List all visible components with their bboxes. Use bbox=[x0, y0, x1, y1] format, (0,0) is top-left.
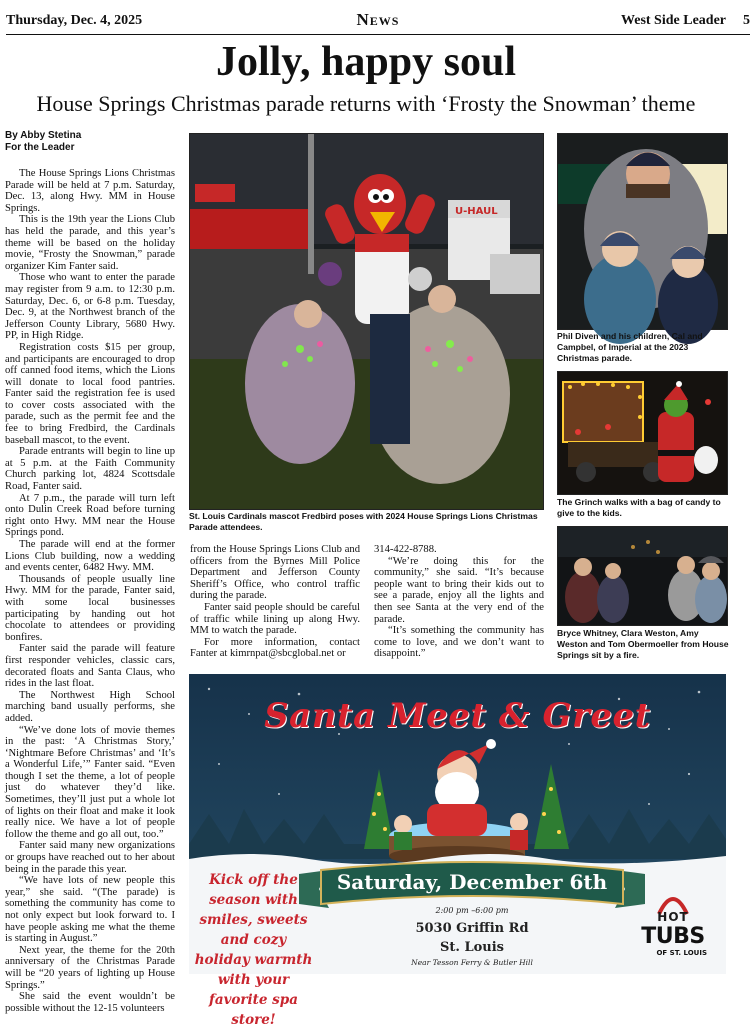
subheadline: House Springs Christmas parade returns with ‘Frosty the Snowman’ theme bbox=[36, 91, 696, 116]
page-number: 5 bbox=[743, 13, 750, 28]
photo-bonfire-group bbox=[557, 526, 728, 626]
main-photo-image bbox=[190, 134, 543, 509]
paragraph: The parade will end at the former Lions Club building, now a wedding and events center, 6482 Hwy. MM. bbox=[5, 539, 175, 574]
byline-name: By Abby Stetina bbox=[5, 130, 82, 141]
paragraph: She said the event wouldn’t be possible without the 12-15 volunteers bbox=[5, 991, 175, 1014]
ad-address-line2: St. Louis bbox=[440, 940, 504, 955]
paragraph: from the House Springs Lions Club and officers from the Byrnes Mill Police Department and Jefferson County Sheriff’s Office, who control traffic during the parade. bbox=[190, 544, 360, 602]
ad-logo-subtitle: OF ST. LOUIS bbox=[656, 949, 707, 957]
paragraph: Fanter said the parade will feature first responder vehicles, classic cars, decorated floats and Santa Claus, who rides in the last float. bbox=[5, 643, 175, 690]
ad-event-time: 2:00 pm –6:00 pm bbox=[435, 906, 509, 915]
paragraph: 314-422-8788. bbox=[374, 544, 437, 555]
ad-pitch-text: Kick off the season with smiles, sweets and cozy holiday warmth with your favorite spa store! bbox=[194, 872, 313, 1028]
headline: Jolly, happy soul bbox=[216, 39, 516, 85]
ad-title: Santa Meet & Greet bbox=[264, 696, 651, 736]
grinch-photo-caption: The Grinch walks with a bag of candy to give to the kids. bbox=[557, 497, 721, 518]
paragraph: “We have lots of new people this year,” she said. “(The parade) is something the community has come to not only expect but look forward to. I have people asking me what the theme is starting in August.” bbox=[5, 875, 175, 945]
paragraph: Fanter said many new organizations or groups have reached out to her about being in the parade this year. bbox=[5, 840, 175, 875]
paragraph: Registration costs $15 per group, and participants are encouraged to drop off canned food items, which the Lions will donate to local food pantries. Fanter said the registration fee is used to cover costs associated with the parade, such as the permit fee and the fee to bring Fredbird, the Cardinals baseball mascot, to the event. bbox=[5, 341, 175, 446]
article-column-2 bbox=[190, 544, 360, 660]
header-rule bbox=[6, 34, 750, 35]
ad-event-date: Saturday, December 6th bbox=[336, 870, 608, 894]
paragraph: Parade entrants will begin to line up at 5 p.m. at the Faith Community Church parking lot, 4824 Scottsdale Road, Fanter said. bbox=[5, 446, 175, 493]
byline bbox=[5, 130, 81, 154]
paragraph: “It’s something the community has come to love, and we don’t want to disappoint.” bbox=[374, 625, 544, 660]
photo-grinch-image bbox=[558, 372, 727, 494]
article-column-3 bbox=[374, 544, 544, 660]
paragraph: “We’ve done lots of movie themes in the past: ‘A Christmas Story,’ ‘Nightmare Before Christmas’ and ‘It’s a Wonderful Life,’” Fanter said. “Even though I set the theme, a lot of people just do whatever they’d like. Sometimes, they’ll just put a whole lot of lights on their float and make it look really nice. We have a lot of people follow the theme and go all out, too.” bbox=[5, 724, 175, 840]
section-name: News bbox=[356, 10, 400, 29]
article-column-1 bbox=[5, 168, 175, 1014]
ad-location-note: Near Tesson Ferry & Butler Hill bbox=[411, 958, 533, 967]
paragraph: Thousands of people usually line Hwy. MM for the parade, Fanter said, with some local businesses participating by handing out hot chocolate to attendees or providing bonfires. bbox=[5, 573, 175, 643]
photo-fire-image bbox=[558, 527, 727, 625]
uhaul-sign-text: U-HAUL bbox=[455, 206, 498, 217]
paragraph: The House Springs Lions Christmas Parade will be held at 7 p.m. Saturday, Dec. 13, along Hwy. MM in House Springs. bbox=[5, 168, 175, 214]
ad-address-line1: 5030 Griffin Rd bbox=[415, 921, 529, 936]
paragraph: The Northwest High School marching band usually performs, she added. bbox=[5, 689, 175, 724]
paragraph: “We’re doing this for the community,” she said. “It’s because people want to bring their kids out to see a parade, enjoy all the lights and then see Santa at the very end of the parade. bbox=[374, 555, 544, 625]
santa-meet-greet-ad[interactable] bbox=[189, 674, 726, 1028]
paragraph: For more information, contact Fanter at kimrnpat@sbcglobal.net or bbox=[190, 636, 360, 660]
photo-grinch bbox=[557, 371, 728, 495]
ad-logo-hot: HOT bbox=[657, 910, 689, 924]
ad-address bbox=[317, 919, 627, 957]
photo-phil-diven bbox=[557, 133, 728, 330]
paragraph: This is the 19th year the Lions Club has held the parade, and this year’s theme will be based on the holiday movie, “Frosty the Snowman,” parade organizer Kim Fanter said. bbox=[5, 214, 175, 272]
photo-phil-image bbox=[558, 134, 727, 329]
paragraph: Those who want to enter the parade may register from 9 a.m. to 12:30 p.m. Saturday, Dec. 6, or 6-8 p.m. Tuesday, Dec. 9, at the Northwest branch of the Jefferson County Library, 5680 Hwy. PP, in High Ridge. bbox=[5, 272, 175, 342]
fire-photo-caption: Bryce Whitney, Clara Weston, Amy Weston and Tom Obermoeller from House Springs sit by a fire. bbox=[557, 628, 729, 660]
main-photo-caption: St. Louis Cardinals mascot Fredbird poses with 2024 House Springs Lions Christmas Parade attendees. bbox=[189, 511, 538, 532]
ad-logo-tubs: TUBS bbox=[641, 924, 705, 949]
paragraph: At 7 p.m., the parade will turn left onto Dulin Creek Road before turning right onto Hwy. MM near the House Springs pond. bbox=[5, 492, 175, 539]
issue-date: Thursday, Dec. 4, 2025 bbox=[6, 13, 143, 28]
main-photo-fredbird bbox=[189, 133, 544, 510]
phil-photo-caption: Phil Diven and his children, Cal and Campbel, of Imperial at the 2023 Christmas parade. bbox=[557, 331, 703, 363]
byline-role: For the Leader bbox=[5, 142, 75, 153]
paragraph: Fanter said people should be careful of traffic while lining up along Hwy. MM to watch the parade. bbox=[190, 601, 360, 637]
newspaper-name: West Side Leader bbox=[621, 13, 726, 28]
paragraph: Next year, the theme for the 20th anniversary of the Christmas Parade will be “20 years of lighting up House Springs.” bbox=[5, 944, 175, 991]
